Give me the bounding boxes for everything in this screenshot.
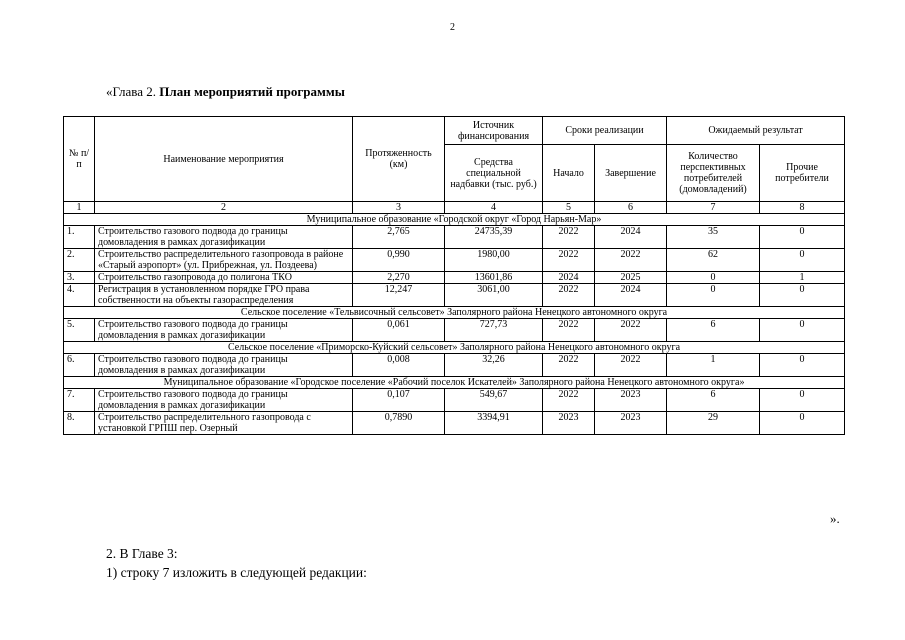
column-number-cell: 2: [95, 202, 353, 214]
header-end: Завершение: [595, 145, 667, 202]
length-cell: 0,107: [353, 389, 445, 412]
column-number-cell: 3: [353, 202, 445, 214]
start-year-cell: 2022: [543, 354, 595, 377]
table-row: [64, 354, 845, 377]
paragraph-chapter-3: 2. В Главе 3:: [106, 546, 178, 561]
end-year-cell: 2023: [595, 412, 667, 435]
row-number-cell: 1.: [64, 226, 95, 249]
consumers-cell: 0: [667, 284, 760, 307]
row-number-cell: 4.: [64, 284, 95, 307]
column-number-cell: 4: [445, 202, 543, 214]
other-consumers-cell: 0: [760, 319, 845, 342]
header-num: № п/п: [64, 117, 95, 202]
other-consumers-cell: 0: [760, 284, 845, 307]
start-year-cell: 2022: [543, 389, 595, 412]
paragraph-row-7: 1) строку 7 изложить в следующей редакции:: [106, 565, 367, 580]
funds-cell: 24735,39: [445, 226, 543, 249]
chapter-title: [106, 84, 345, 100]
start-year-cell: 2023: [543, 412, 595, 435]
plan-table-body: [64, 214, 845, 435]
header-funds: Средства специальной надбавки (тыс. руб.): [445, 145, 543, 202]
funds-cell: 13601,86: [445, 272, 543, 284]
other-consumers-cell: 1: [760, 272, 845, 284]
other-consumers-cell: 0: [760, 249, 845, 272]
row-number-cell: 7.: [64, 389, 95, 412]
end-year-cell: 2022: [595, 354, 667, 377]
end-year-cell: 2024: [595, 284, 667, 307]
start-year-cell: 2024: [543, 272, 595, 284]
header-name: Наименование мероприятия: [95, 117, 353, 202]
end-year-cell: 2025: [595, 272, 667, 284]
table-row: [64, 319, 845, 342]
funds-cell: 1980,00: [445, 249, 543, 272]
measure-name-cell: Регистрация в установленном порядке ГРО права собственности на объекты газораспределения: [95, 284, 353, 307]
column-number-row: [64, 202, 845, 214]
measure-name-cell: Строительство распределительного газопровода с установкой ГРПШ пер. Озерный: [95, 412, 353, 435]
header-other: Прочие потребители: [760, 145, 845, 202]
funds-cell: 3394,91: [445, 412, 543, 435]
row-number-cell: 5.: [64, 319, 95, 342]
consumers-cell: 6: [667, 389, 760, 412]
table-row: [64, 412, 845, 435]
row-number-cell: 3.: [64, 272, 95, 284]
start-year-cell: 2022: [543, 319, 595, 342]
table-row: [64, 284, 845, 307]
funds-cell: 727,73: [445, 319, 543, 342]
column-number-cell: 6: [595, 202, 667, 214]
header-length: Протяженность (км): [353, 117, 445, 202]
closing-quote: ».: [830, 511, 840, 526]
other-consumers-cell: 0: [760, 389, 845, 412]
table-row: [64, 272, 845, 284]
column-number-cell: 8: [760, 202, 845, 214]
start-year-cell: 2022: [543, 284, 595, 307]
funds-cell: 32,26: [445, 354, 543, 377]
end-year-cell: 2023: [595, 389, 667, 412]
other-consumers-cell: 0: [760, 412, 845, 435]
measure-name-cell: Строительство газового подвода до границы домовладения в рамках догазификации: [95, 354, 353, 377]
start-year-cell: 2022: [543, 226, 595, 249]
consumers-cell: 35: [667, 226, 760, 249]
consumers-cell: 62: [667, 249, 760, 272]
table-row: [64, 249, 845, 272]
end-year-cell: 2024: [595, 226, 667, 249]
length-cell: 0,7890: [353, 412, 445, 435]
start-year-cell: 2022: [543, 249, 595, 272]
column-number-cell: 1: [64, 202, 95, 214]
measure-name-cell: Строительство распределительного газопровода в районе «Старый аэропорт» (ул. Прибрежная, ул. Поздеева): [95, 249, 353, 272]
row-number-cell: 2.: [64, 249, 95, 272]
funds-cell: 3061,00: [445, 284, 543, 307]
column-number-cell: 7: [667, 202, 760, 214]
end-year-cell: 2022: [595, 249, 667, 272]
length-cell: 0,061: [353, 319, 445, 342]
measure-name-cell: Строительство газового подвода до границы домовладения в рамках догазификации: [95, 226, 353, 249]
end-year-cell: 2022: [595, 319, 667, 342]
header-consumers: Количество перспективных потребителей (домовладений): [667, 145, 760, 202]
section-title: Муниципальное образование «Городской округ «Город Нарьян-Мар»: [64, 214, 845, 226]
section-row: [64, 377, 845, 389]
header-result-group: Ожидаемый результат: [667, 117, 845, 145]
measure-name-cell: Строительство газопровода до полигона ТКО: [95, 272, 353, 284]
other-consumers-cell: 0: [760, 354, 845, 377]
section-title: Сельское поселение «Приморско-Куйский сельсовет» Заполярного района Ненецкого автономного округа: [64, 342, 845, 354]
page-number: 2: [450, 22, 455, 33]
consumers-cell: 29: [667, 412, 760, 435]
row-number-cell: 6.: [64, 354, 95, 377]
other-consumers-cell: 0: [760, 226, 845, 249]
length-cell: 0,008: [353, 354, 445, 377]
section-row: [64, 214, 845, 226]
section-title: Муниципальное образование «Городское поселение «Рабочий поселок Искателей» Заполярного района Ненецкого автономного округа»: [64, 377, 845, 389]
chapter-prefix: «Глава 2.: [106, 84, 160, 99]
column-number-cell: 5: [543, 202, 595, 214]
consumers-cell: 1: [667, 354, 760, 377]
header-source-group: Источник финансирования: [445, 117, 543, 145]
chapter-heading: План мероприятий программы: [159, 84, 345, 99]
section-title: Сельское поселение «Тельвисочный сельсовет» Заполярного района Ненецкого автономного округа: [64, 307, 845, 319]
funds-cell: 549,67: [445, 389, 543, 412]
section-row: [64, 307, 845, 319]
table-row: [64, 226, 845, 249]
measure-name-cell: Строительство газового подвода до границы домовладения в рамках догазификации: [95, 389, 353, 412]
consumers-cell: 6: [667, 319, 760, 342]
row-number-cell: 8.: [64, 412, 95, 435]
plan-table: [63, 116, 845, 435]
header-start: Начало: [543, 145, 595, 202]
table-row: [64, 389, 845, 412]
length-cell: 0,990: [353, 249, 445, 272]
section-row: [64, 342, 845, 354]
length-cell: 2,765: [353, 226, 445, 249]
header-terms-group: Сроки реализации: [543, 117, 667, 145]
consumers-cell: 0: [667, 272, 760, 284]
length-cell: 2,270: [353, 272, 445, 284]
length-cell: 12,247: [353, 284, 445, 307]
measure-name-cell: Строительство газового подвода до границы домовладения в рамках догазификации: [95, 319, 353, 342]
